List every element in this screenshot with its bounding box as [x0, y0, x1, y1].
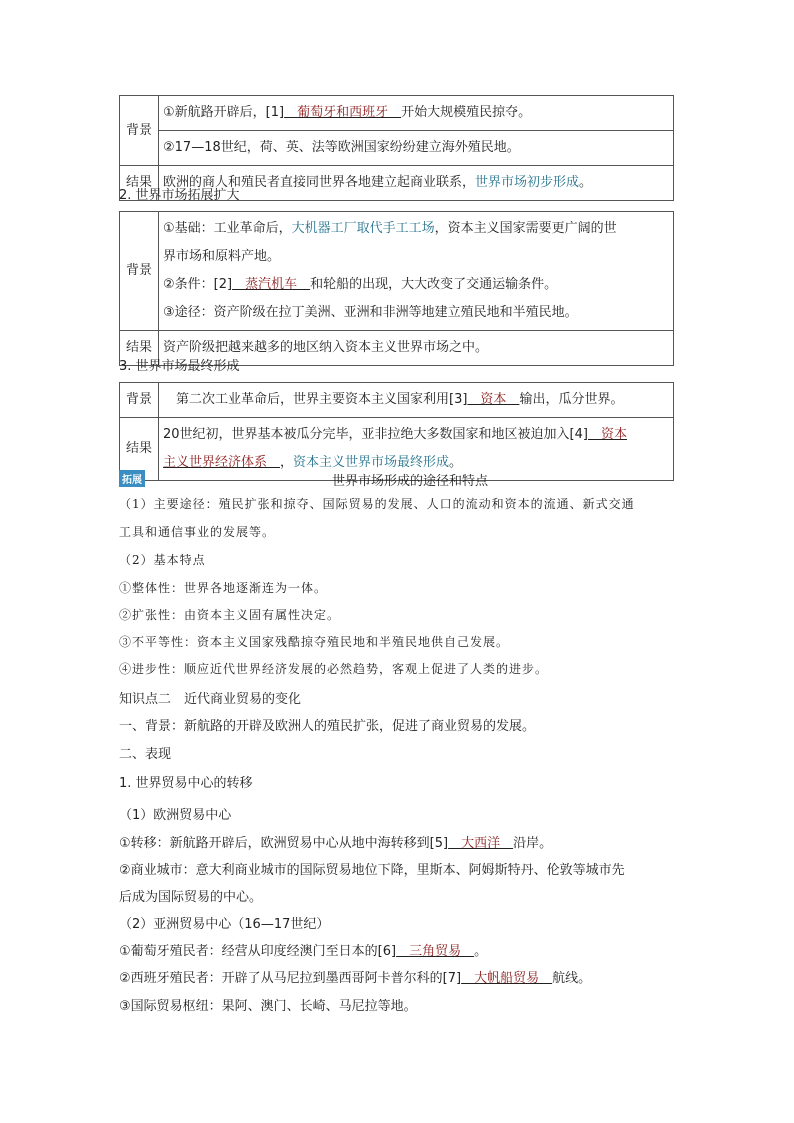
table2-res-label: 结果 — [120, 331, 159, 366]
section2-as3: ③国际贸易枢纽：果阿、澳门、长崎、马尼拉等地。 — [119, 999, 417, 1014]
table3-res-label: 结果 — [120, 418, 159, 481]
section2-eu2a: ②商业城市：意大利商业城市的国际贸易地位下降，里斯本、阿姆斯特丹、伦敦等城市先 — [119, 863, 625, 878]
heading-2: 2. 世界市场拓展扩大 — [119, 188, 240, 203]
ext-f3: ③不平等性：资本主义国家残酷掠夺殖民地和半殖民地供自己发展。 — [119, 635, 510, 649]
section2-bg: 一、背景：新航路的开辟及欧洲人的殖民扩张，促进了商业贸易的发展。 — [119, 719, 536, 734]
section2-as2: ②西班牙殖民者：开辟了从马尼拉到墨西哥阿卡普尔科的[7] 大帆船贸易 航线。 — [119, 971, 592, 986]
table1-bg2: ②17—18世纪，荷、英、法等欧洲国家纷纷建立海外殖民地。 — [159, 131, 674, 166]
answer-5: 大西洋 — [448, 836, 514, 851]
answer-6: 三角贸易 — [396, 944, 475, 959]
table-market-expand — [119, 211, 674, 366]
table2-res: 资产阶级把越来越多的地区纳入资本主义世界市场之中。 — [159, 331, 674, 366]
ext-p2: （2）基本特点 — [119, 553, 206, 567]
section2-as: （2）亚洲贸易中心（16—17世纪） — [119, 917, 330, 932]
table1-bg1: ①新航路开辟后，[1] 葡萄牙和西班牙 开始大规模殖民掠夺。 — [159, 96, 674, 131]
table2-bg3: ③途径：资产阶级在拉丁美洲、亚洲和非洲等地建立殖民地和半殖民地。 — [163, 305, 578, 320]
section2-eu1: ①转移：新航路开辟后，欧洲贸易中心从地中海转移到[5] 大西洋 沿岸。 — [119, 836, 553, 851]
table2-bg-label: 背景 — [120, 212, 159, 331]
table3-bg: 第二次工业革命后，世界主要资本主义国家利用[3] 资本 输出，瓜分世界。 — [159, 383, 674, 418]
ext-p1a: （1）主要途径：殖民扩张和掠夺、国际贸易的发展、人口的流动和资本的流通、新式交通 — [119, 497, 635, 511]
extension-title: 世界市场形成的途径和特点 — [332, 474, 489, 489]
ext-p1b: 工具和通信事业的发展等。 — [119, 525, 276, 539]
table-market-final — [119, 382, 674, 481]
table1-res-label: 结果 — [120, 166, 159, 201]
table2-bg1: ①基础：工业革命后，大机器工厂取代手工工场，资本主义国家需要更广阔的世 — [163, 221, 617, 236]
section2-eu: （1）欧洲贸易中心 — [119, 808, 232, 823]
ext-f4: ④进步性：顺应近代世界经济发展的必然趋势，客观上促进了人类的进步。 — [119, 662, 549, 676]
answer-4b: 主义世界经济体系 — [163, 455, 281, 470]
table2-bg — [159, 212, 674, 331]
section2-eu2b: 后成为国际贸易的中心。 — [119, 890, 263, 905]
answer-3: 资本 — [467, 392, 520, 407]
answer-2: 蒸汽机车 — [232, 277, 311, 292]
extension-badge: 拓展 — [119, 470, 145, 487]
table2-bg2: ②条件：[2] 蒸汽机车 和轮船的出现，大大改变了交通运输条件。 — [163, 277, 558, 292]
section2-perf: 二、表现 — [119, 747, 172, 762]
heading-3: 3. 世界市场最终形成 — [119, 359, 240, 374]
table2-bg1b: 界市场和原料产地。 — [163, 249, 281, 264]
ext-f1: ①整体性：世界各地逐渐连为一体。 — [119, 581, 328, 595]
section2-as1: ①葡萄牙殖民者：经营从印度经澳门至日本的[6] 三角贸易 。 — [119, 944, 488, 959]
table1-res: 欧洲的商人和殖民者直接同世界各地建立起商业联系，世界市场初步形成。 — [159, 166, 674, 201]
answer-7: 大帆船贸易 — [461, 971, 553, 986]
table1-bg-label: 背景 — [120, 96, 159, 166]
ext-f2: ②扩张性：由资本主义固有属性决定。 — [119, 608, 341, 622]
answer-1: 葡萄牙和西班牙 — [284, 105, 402, 120]
table3-bg-label: 背景 — [120, 383, 159, 418]
answer-4a: 资本 — [587, 427, 627, 442]
section2-h1: 1. 世界贸易中心的转移 — [119, 776, 253, 791]
table3-res: 20世纪初，世界基本被瓜分完毕，亚非拉绝大多数国家和地区被迫加入[4] 资本 主义世界经济体系 ，资本主义世界市场最终形成。 — [159, 418, 674, 481]
section2-title: 知识点二 近代商业贸易的变化 — [119, 692, 302, 707]
